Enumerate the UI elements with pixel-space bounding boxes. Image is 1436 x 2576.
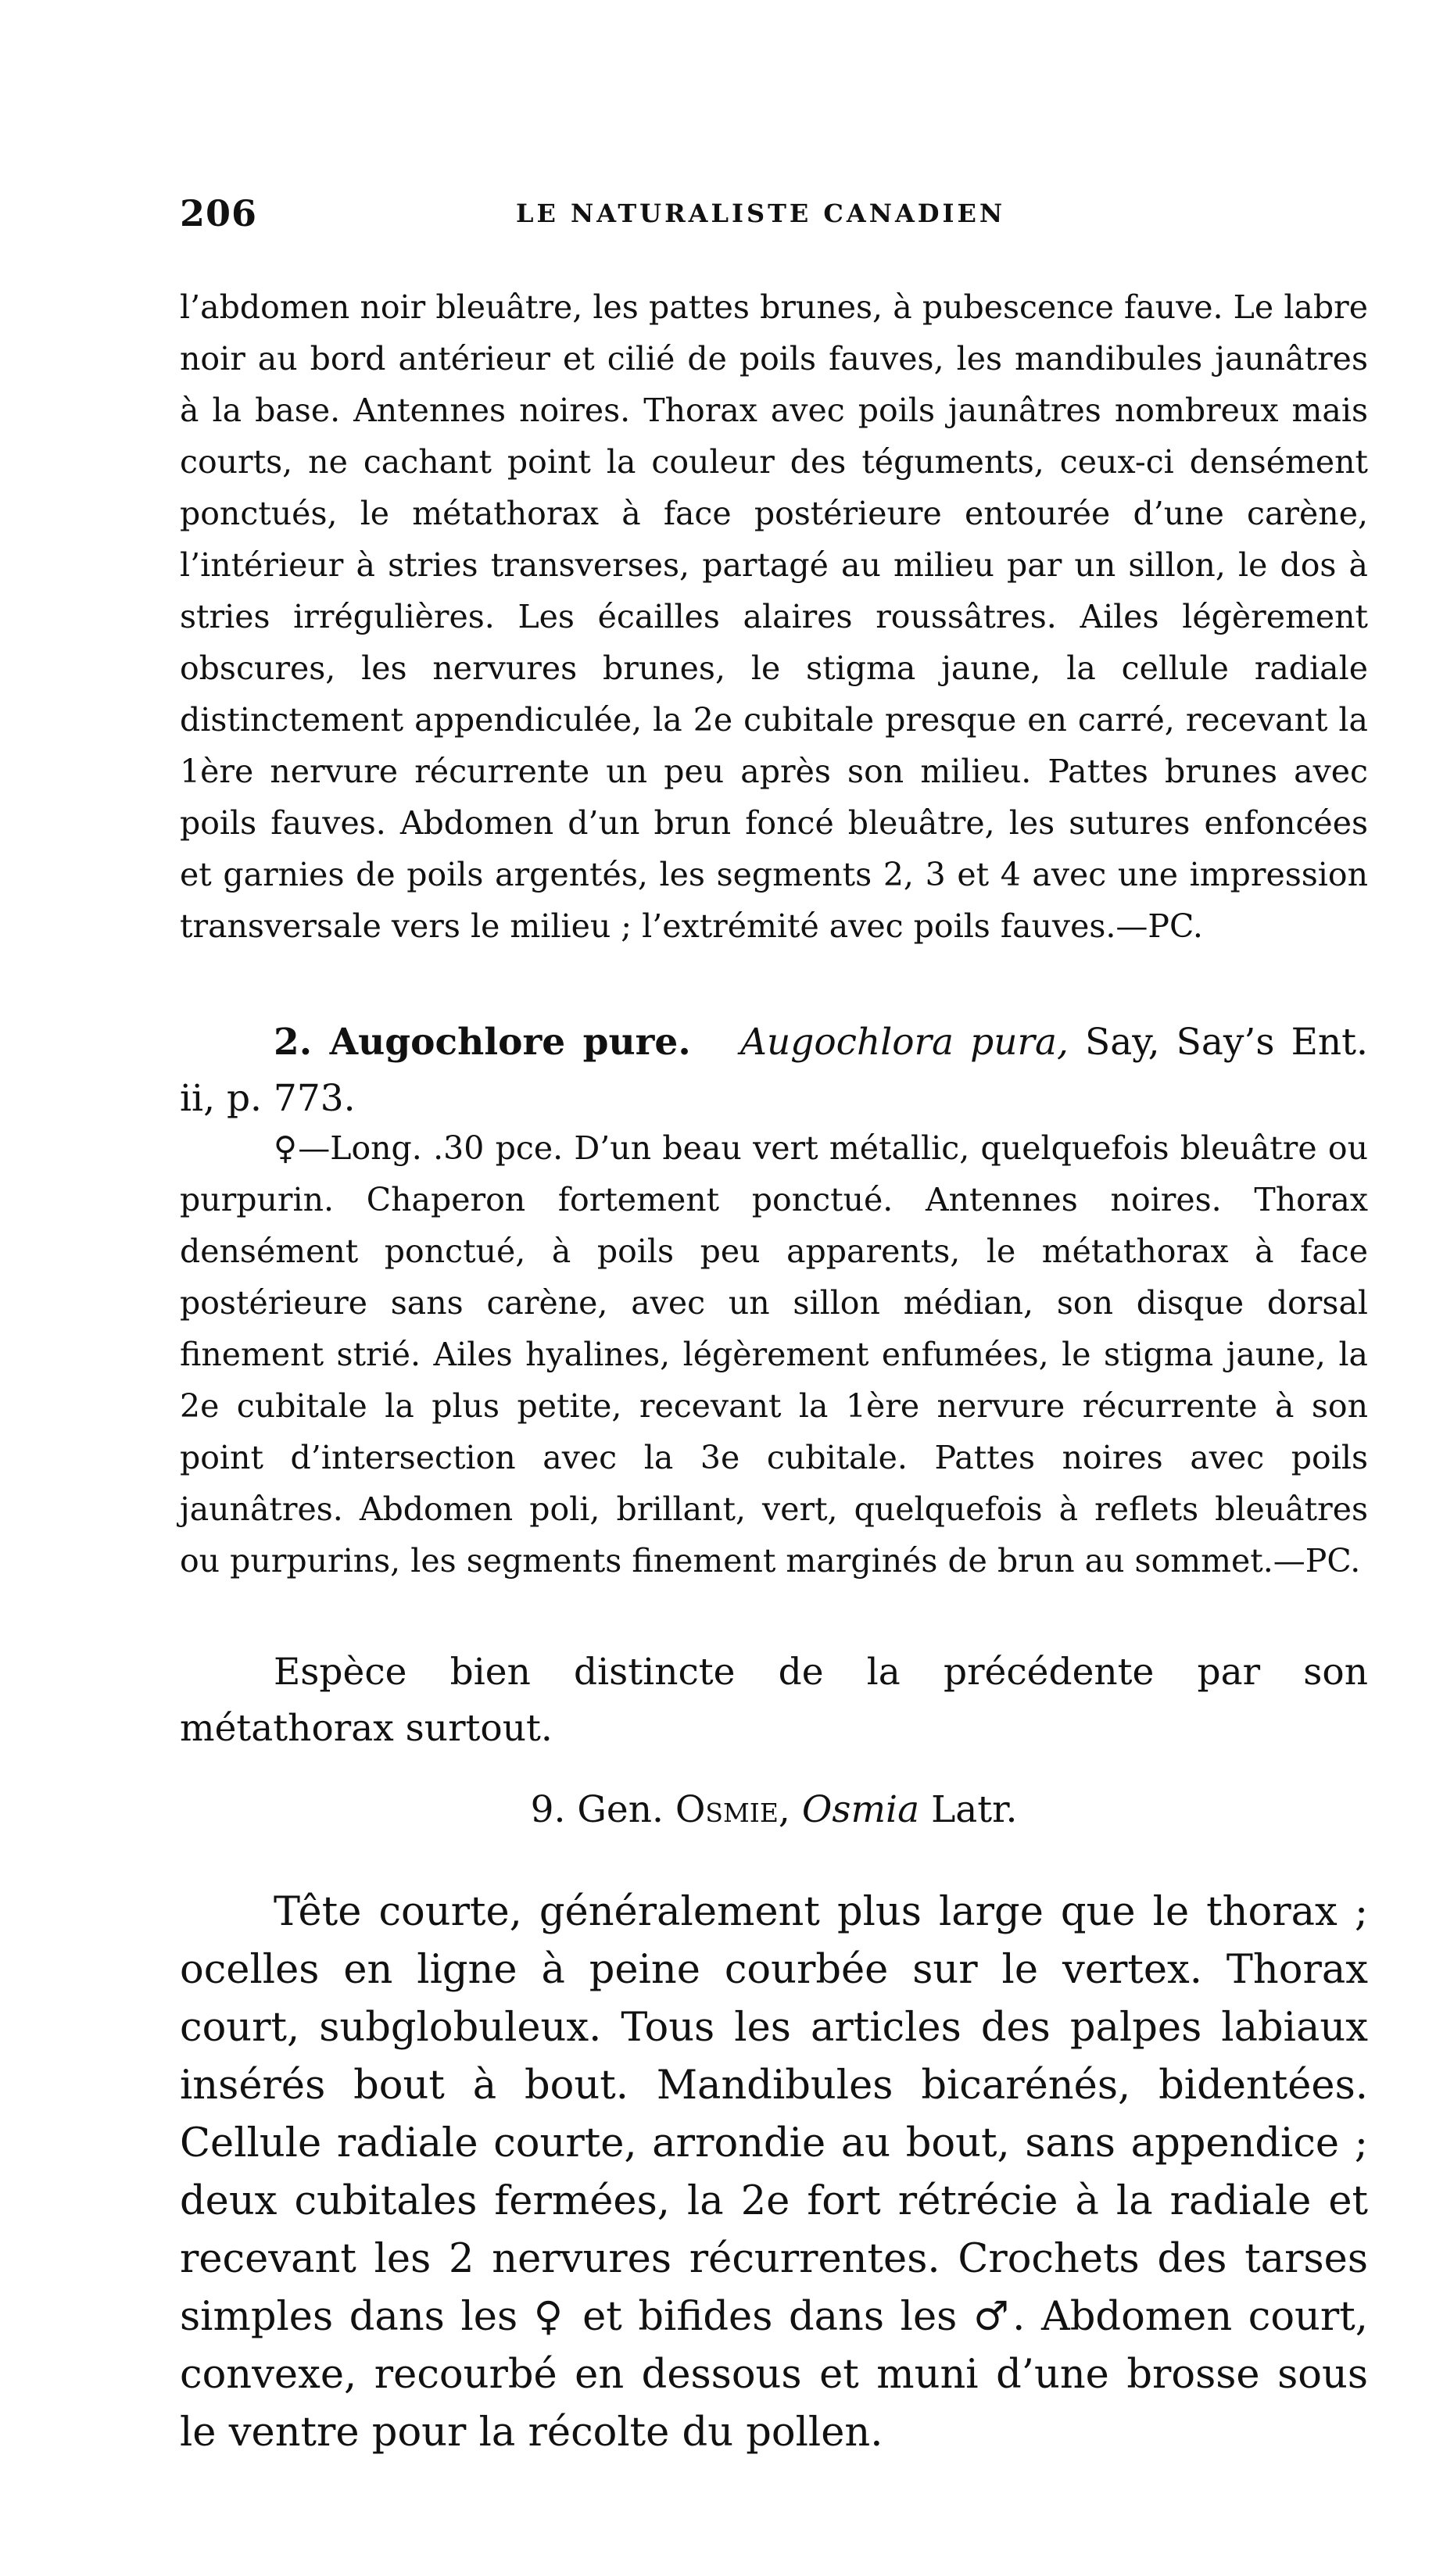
paragraph-3 bbox=[180, 1644, 1368, 1757]
species-latin-name: Augochlora pura, bbox=[740, 1021, 1069, 1064]
paragraph-2 bbox=[180, 1122, 1368, 1587]
paragraph-1-text: l’abdomen noir bleuâtre, les pattes brunes, à pubescence fauve. Le labre noir au bord antérieur et cilié de poils fauves, les mandibules jaunâtres à la base. Antennes noires. Thorax avec poils jaunâtres nombreux mais courts, ne cachant point la couleur des téguments, ceux-ci densément ponctués, le métathorax à face postérieure entourée d’une carène, l’intérieur à stries transverses, partagé au milieu par un sillon, le dos à stries irrégulières. Les écailles alaires roussâtres. Ailes légèrement obscures, les nervures brunes, le stigma jaune, la cellule radiale distinctement appendiculée, la 2e cubitale presque en carré, recevant la 1ère nervure récurrente un peu après son milieu. Pattes brunes avec poils fauves. Abdomen d’un brun foncé bleuâtre, les sutures enfoncées et garnies de poils argentés, les segments 2, 3 et 4 avec une impression transversale vers le milieu ; l’extrémité avec poils fauves.—PC. bbox=[180, 288, 1368, 945]
paragraph-3-text: Espèce bien distincte de la précédente par son métathorax surtout. bbox=[180, 1651, 1368, 1750]
species-heading bbox=[180, 1014, 1368, 1127]
page-header bbox=[180, 192, 1368, 247]
page-number: 206 bbox=[180, 192, 258, 234]
genus-prefix: 9. Gen. bbox=[530, 1788, 664, 1831]
genus-authority: Latr. bbox=[931, 1788, 1018, 1831]
paragraph-4-text: Tête courte, généralement plus large que le thorax ; ocelles en ligne à peine courbée sur le vertex. Thorax court, subglobuleux. Tous les articles des palpes labiaux insérés bout à bout. Mandibules bicarénés, bidentées. Cellule radiale courte, arrondie au bout, sans appendice ; deux cubitales fermées, la 2e fort rétrécie à la radiale et recevant les 2 nervures récurrentes. Crochets des tarses simples dans les ♀ et bifides dans les ♂. Abdomen court, convexe, recourbé en dessous et muni d’une brosse sous le ventre pour la récolte du pollen. bbox=[180, 1889, 1368, 2456]
genus-latin-name: Osmia bbox=[801, 1788, 920, 1831]
paragraph-2-text: ♀—Long. .30 pce. D’un beau vert métallic, quelquefois bleuâtre ou purpurin. Chaperon fortement ponctué. Antennes noires. Thorax densément ponctué, à poils peu apparents, le métathorax à face postérieure sans carène, avec un sillon médian, son disque dorsal finement strié. Ailes hyalines, légèrement enfumées, le stigma jaune, la 2e cubitale la plus petite, recevant la 1ère nervure récurrente à son point d’intersection avec la 3e cubitale. Pattes noires avec poils jaunâtres. Abdomen poli, brillant, vert, quelquefois à reflets bleuâtres ou purpurins, les segments finement marginés de brun au sommet.—PC. bbox=[180, 1129, 1368, 1580]
species-number-name: 2. Augochlore pure. bbox=[274, 1021, 691, 1064]
genus-name: Osmie, bbox=[675, 1788, 790, 1831]
genus-heading bbox=[180, 1782, 1368, 1838]
running-title: LE NATURALISTE CANADIEN bbox=[516, 199, 1006, 228]
paragraph-4 bbox=[180, 1884, 1368, 2462]
species-authority: Say, Say’s Ent. ii, p. 773. bbox=[180, 1021, 1368, 1120]
paragraph-1 bbox=[180, 281, 1368, 952]
